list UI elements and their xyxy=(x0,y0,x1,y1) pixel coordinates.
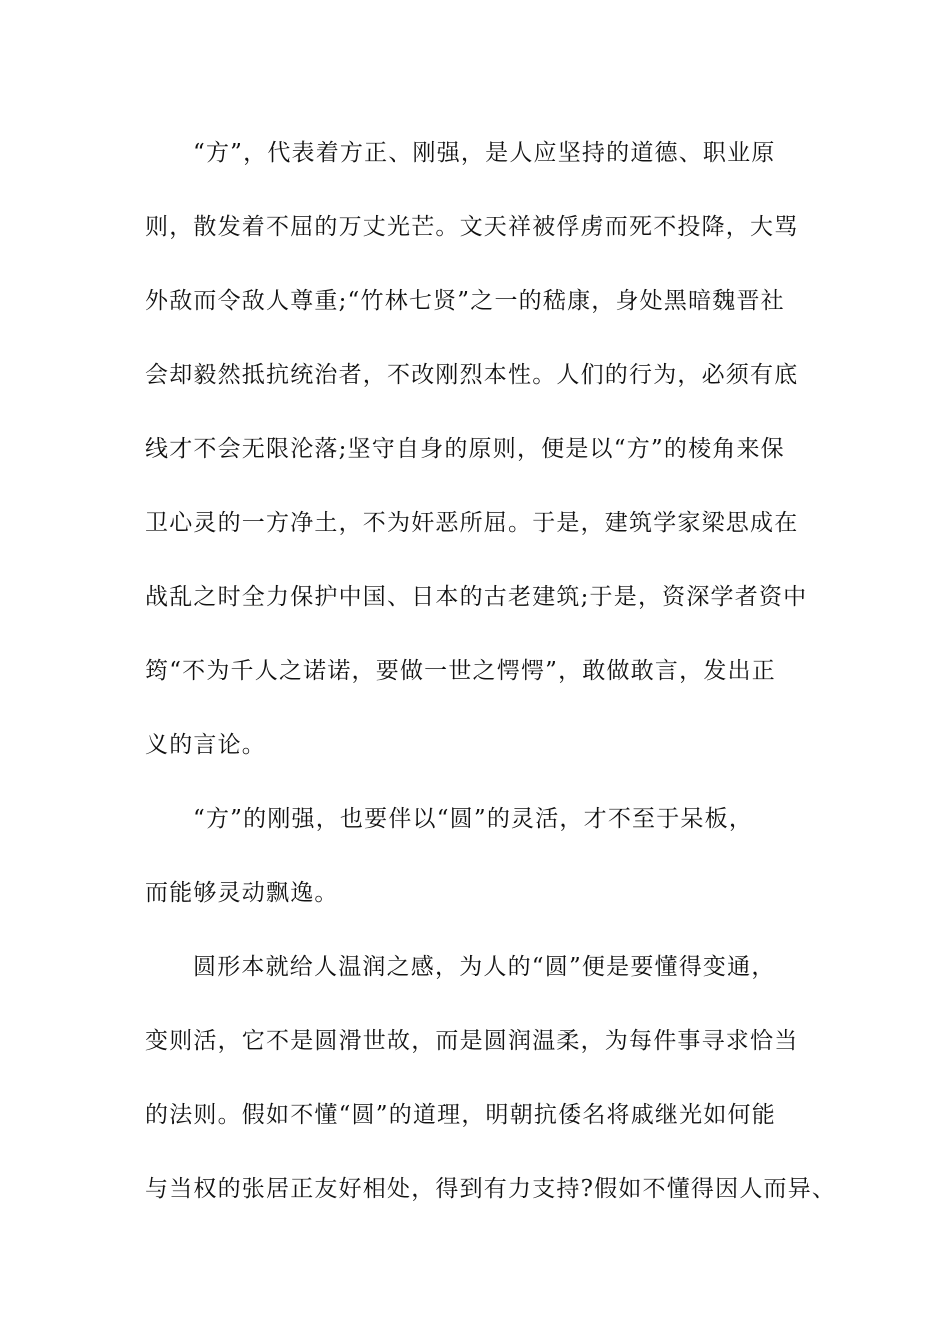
paragraph-line: 筠“不为千人之诺诺，要做一世之愕愕”，敢做敢言，发出正 xyxy=(145,658,776,684)
paragraph-line: 义的言论。 xyxy=(145,732,266,758)
paragraph-line: 圆形本就给人温润之感，为人的“圆”便是要懂得变通， xyxy=(193,954,776,980)
paragraph-line: “方”的刚强，也要伴以“圆”的灵活，才不至于呆板， xyxy=(193,806,754,832)
paragraph-line: 卫心灵的一方净土，不为奸恶所屈。于是，建筑学家梁思成在 xyxy=(145,510,799,536)
paragraph-line: 的法则。假如不懂“圆”的道理，明朝抗倭名将戚继光如何能 xyxy=(145,1102,776,1128)
paragraph-line: 战乱之时全力保护中国、日本的古老建筑;于是，资深学者资中 xyxy=(145,584,808,610)
paragraph-line: 而能够灵动飘逸。 xyxy=(145,880,339,906)
paragraph-line: 变则活，它不是圆滑世故，而是圆润温柔，为每件事寻求恰当 xyxy=(145,1028,799,1054)
paragraph-line: “方”，代表着方正、刚强，是人应坚持的道德、职业原 xyxy=(193,140,776,166)
paragraph-line: 与当权的张居正友好相处，得到有力支持?假如不懂得因人而异、 xyxy=(145,1176,837,1202)
paragraph-line: 线才不会无限沦落;坚守自身的原则，便是以“方”的棱角来保 xyxy=(145,436,785,462)
paragraph-line: 外敌而令敌人尊重;“竹林七贤”之一的嵇康，身处黑暗魏晋社 xyxy=(145,288,785,314)
paragraph-line: 会却毅然抵抗统治者，不改刚烈本性。人们的行为，必须有底 xyxy=(145,362,799,388)
paragraph-line: 则，散发着不屈的万丈光芒。文天祥被俘虏而死不投降，大骂 xyxy=(145,214,799,240)
